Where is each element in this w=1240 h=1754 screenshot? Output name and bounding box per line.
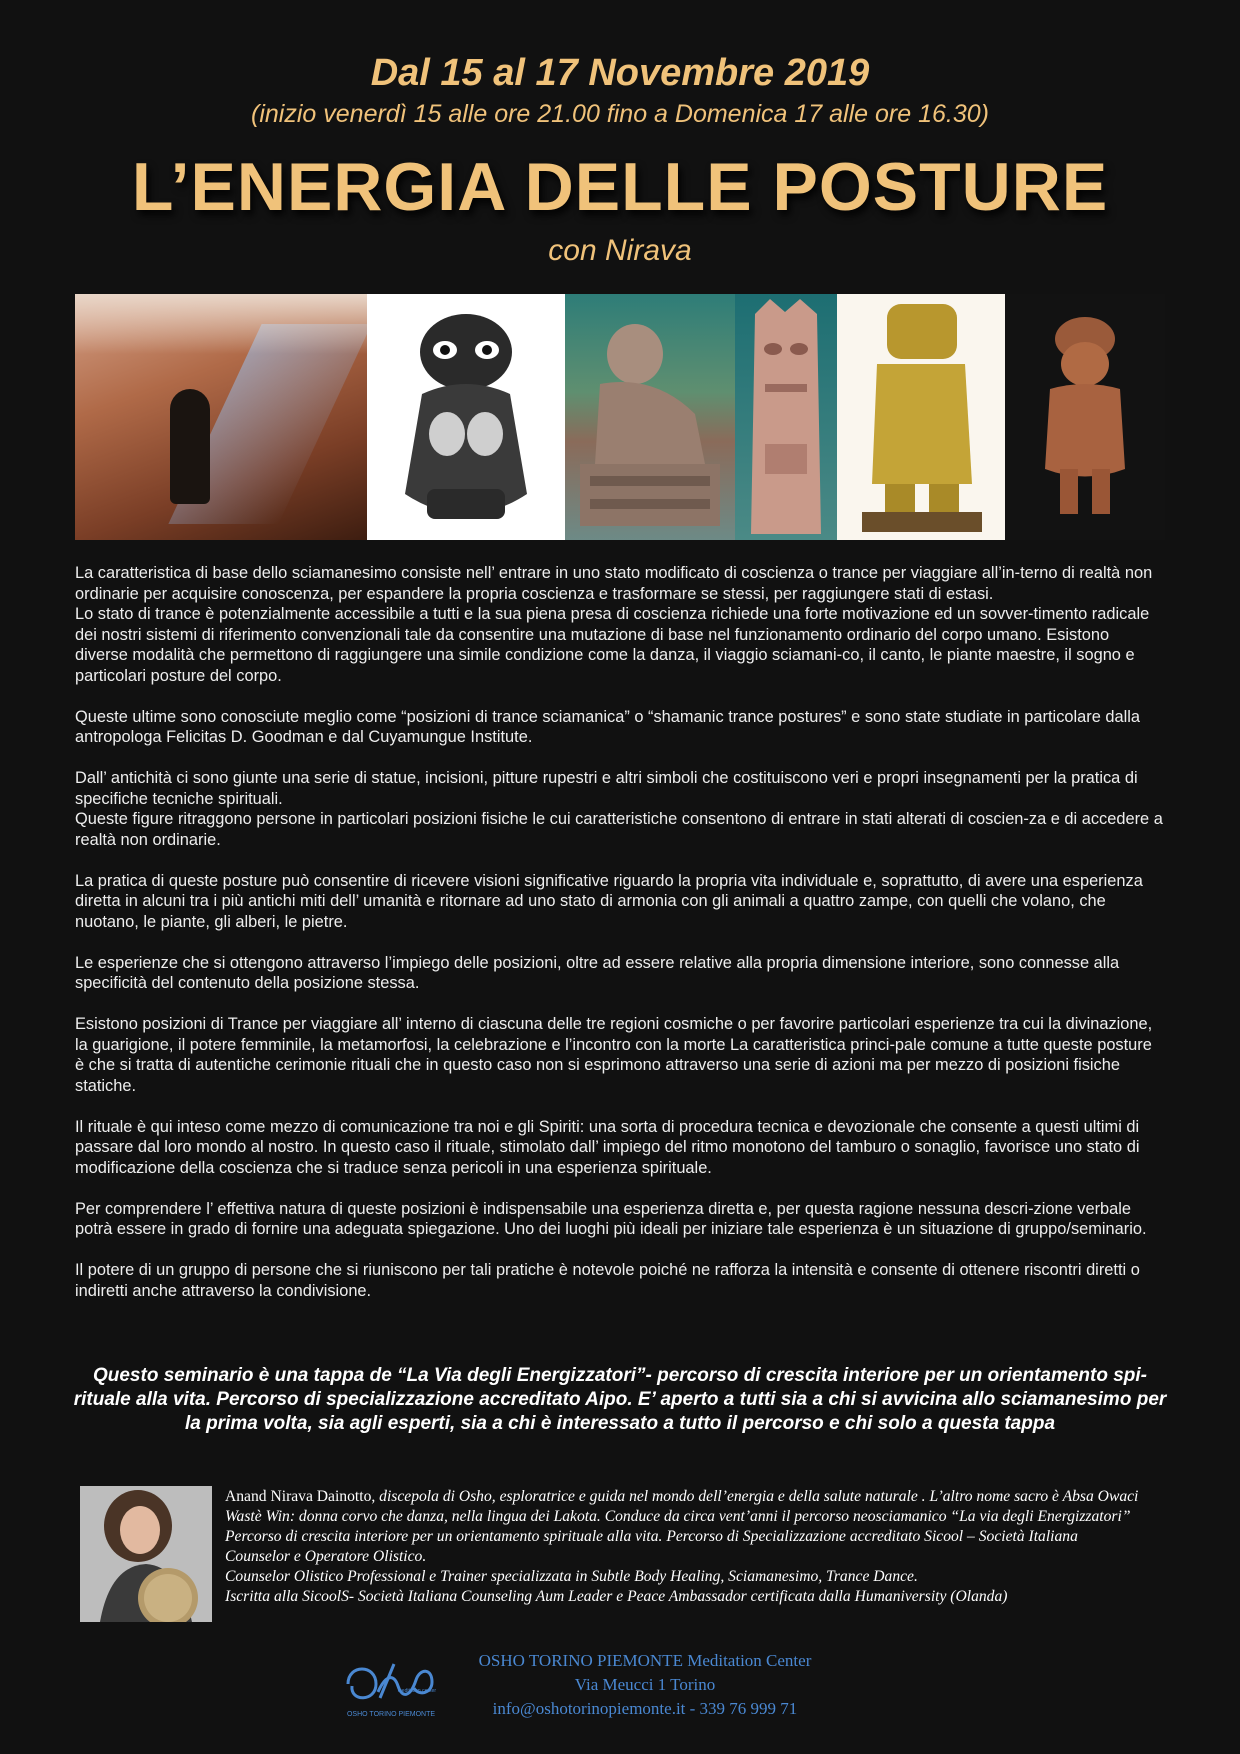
body-text [75, 563, 1163, 1322]
paragraph: Per comprendere l’ effettiva natura di queste posizioni è indispensabile una esperienza diretta e, per questa ragione nessuna descri-zione verbale potrà essere in grado di fornire una adeguata spiegazione. Uno dei luoghi più ideali per iniziare tale esperienza è un situazione di gruppo/seminario. [75, 1199, 1147, 1238]
bio-text: discepola di Osho, esploratrice e guida nel mondo dell’energia e della salute naturale . L’altro nome sacro è Absa Owaci Wastè Win: donna corvo che danza, nella lingua dei Lakota. Conduce da circa vent’anni il percorso neosciamanico “La via degli Energizzatori” Percorso di crescita interiore per un orientamento spirituale alla vita. Percorso di Specializzazione accreditato Sicool – Società Italiana Counselor e Operatore Olistico. [225, 1488, 1139, 1565]
logo-tagline: meditation center [397, 1688, 436, 1694]
paragraph: La pratica di queste posture può consentire di ricevere visioni significative riguardo la propria vita individuale e, soprattutto, di avere una esperienza diretta in alcuni tra i più antichi miti dell’ umanità e ritornare ad uno stato di armonia con gli animali a quattro zampe, con quelli che volano, che nuotano, le piante, gli alberi, le pietre. [75, 871, 1143, 931]
osho-logo [336, 1654, 446, 1726]
paragraph: Queste figure ritraggono persone in particolari posizioni fisiche le cui caratteristiche consentono di entrare in stati alterati di coscien-za e di accedere a realtà non ordinarie. [75, 810, 1163, 849]
facilitator-bio [225, 1487, 1145, 1607]
meditation-room-photo [75, 294, 367, 540]
byline: con Nirava [548, 234, 692, 267]
paragraph: Dall’ antichità ci sono giunte una serie di statue, incisioni, pitture rupestri e altri simboli che costituiscono veri e propri insegnamenti per la pratica di specifiche tecniche spirituali. [75, 769, 1138, 808]
paragraph: La caratteristica di base dello sciamanesimo consiste nell’ entrare in uno stato modificato di coscienza o trance per viaggiare all’in-terno di realtà non ordinarie per acquisire conoscenza, per espandere la propria coscienza e trasformare se stessi, per raggiungere stati di estasi. [75, 564, 1153, 603]
carved-figure-drawing [367, 294, 565, 540]
event-times: (inizio venerdì 15 alle ore 21.00 fino a Domenica 17 alle ore 16.30) [251, 100, 989, 128]
address: Via Meucci 1 Torino [574, 1675, 716, 1694]
seated-stone-statue-photo [565, 294, 735, 540]
seminar-highlight: Questo seminario è una tappa de “La Via degli Energizzatori”- percorso di crescita interiore per un orientamento spi-rituale alla vita. Percorso di specializzazione accreditato Aipo. E’ aperto a tutti sia a chi si avvicina allo sciamanesimo per la prima volta, sia agli esperti, sia a chi è interessato a tutto il percorso e chi solo a questa tappa [73, 1365, 1167, 1434]
facilitator-name: Anand Nirava Dainotto, [225, 1488, 376, 1505]
page-title: L’ENERGIA DELLE POSTURE [131, 149, 1109, 225]
center-name: OSHO TORINO PIEMONTE Meditation Center [478, 1651, 812, 1670]
paragraph: Il potere di un gruppo di persone che si riuniscono per tali pratiche è notevole poiché ne rafforza la intensità e consente di ottenere riscontri diretti o indiretti anche attraverso la condivisione. [75, 1261, 1140, 1300]
clay-figurine-photo [1005, 294, 1165, 540]
bio-line: Iscritta alla SicoolS- Società Italiana Counseling Aum Leader e Peace Ambassador certificata dalla Humaniversity (Olanda) [225, 1588, 1008, 1605]
paragraph: Esistono posizioni di Trance per viaggiare all’ interno di ciascuna delle tre regioni cosmiche o per favorire particolari esperienze tra cui la divinazione, la guarigione, il potere femminile, la metamorfosi, la celebrazione e l’incontro con la morte La caratteristica princi-pale comune a tutte queste posture è che si tratta di autentiche cerimonie rituali che in questo caso non si esprimono attraverso una serie di azioni ma per mezzo di posizioni fisiche statiche. [75, 1015, 1153, 1095]
totem-carving-photo [735, 294, 837, 540]
paragraph: Le esperienze che si ottengono attraverso l’impiego delle posizioni, oltre ad essere relative alla propria dimensione interiore, sono connesse alla specificità del contenuto della posizione stessa. [75, 953, 1120, 992]
bio-line: Counselor Olistico Professional e Trainer specializzata in Subtle Body Healing, Sciamanesimo, Trance Dance. [225, 1568, 918, 1585]
footer-contact [445, 1649, 845, 1721]
paragraph: Queste ultime sono conosciute meglio come “posizioni di trance sciamanica” o “shamanic trance postures” e sono state studiate in particolare dalla antropologa Felicitas D. Goodman e dal Cuyamungue Institute. [75, 707, 1141, 746]
standing-jade-figure-photo [837, 294, 1005, 540]
avatar [80, 1486, 212, 1622]
photo-strip [75, 294, 1165, 540]
event-dates: Dal 15 al 17 Novembre 2019 [370, 52, 870, 94]
paragraph: Il rituale è qui inteso come mezzo di comunicazione tra noi e gli Spiriti: una sorta di procedura tecnica e devozionale che consente a questi ultimi di passare dal loro mondo al nostro. In questo caso il rituale, stimolato dall’ impiego del ritmo monotono del tamburo o sonaglio, favorisce uno stato di modificazione della coscienza che si traduce senza pericoli in una esperienza spirituale. [75, 1117, 1140, 1177]
logo-name: OSHO TORINO PIEMONTE [346, 1711, 436, 1718]
contact-line[interactable]: info@oshotorinopiemonte.it - 339 76 999 71 [492, 1699, 798, 1718]
paragraph: Lo stato di trance è potenzialmente accessibile a tutti e la sua piena presa di coscienza richiede una forte motivazione ed un sovver-timento radicale dei nostri sistemi di riferimento convenzionali tale da consentire una mutazione di base nel funzionamento ordinario del corpo umano. Esistono diverse modalità che permettono di raggiungere una simile condizione come la danza, il viaggio sciamani-co, il canto, le piante maestre, il sogno e particolari posture del corpo. [75, 605, 1150, 685]
